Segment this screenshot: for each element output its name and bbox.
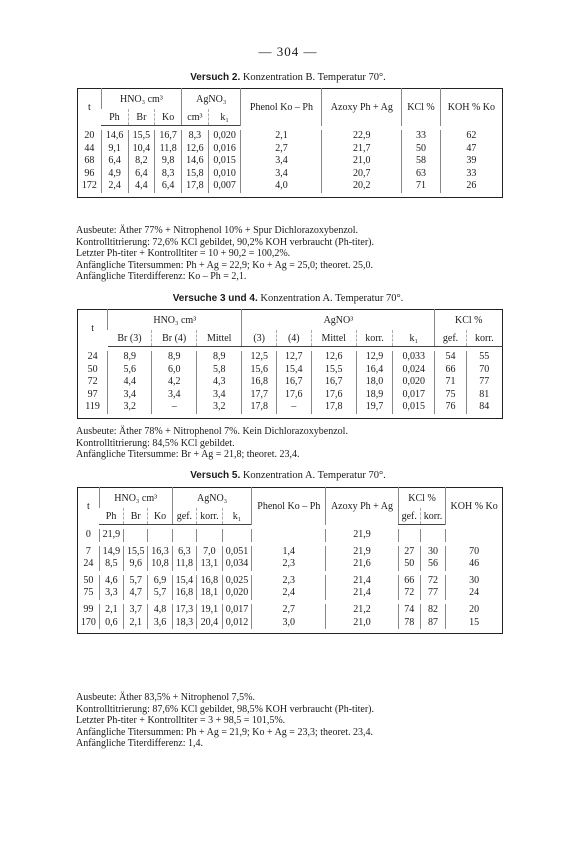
table-cell: 14,6 bbox=[101, 130, 128, 143]
table-cell: 50 bbox=[402, 143, 441, 156]
subheader-br3: Br (3) bbox=[108, 330, 152, 347]
subheader-korr: korr. bbox=[197, 508, 223, 525]
section-title: Versuche 3 und 4. bbox=[172, 293, 258, 304]
table-cell: 12,9 bbox=[356, 351, 392, 364]
section-subtitle: Konzentration B. Temperatur 70°. bbox=[242, 72, 386, 83]
data-table-versuche-3-4 bbox=[77, 309, 503, 419]
table-cell: 4,9 bbox=[101, 168, 128, 181]
table-cell: 16,7 bbox=[311, 376, 356, 389]
table-cell: 20 bbox=[84, 130, 95, 141]
table-cell: 8,3 bbox=[182, 130, 209, 143]
table-cell: 22,9 bbox=[322, 130, 402, 143]
table-cell: 15,5 bbox=[311, 364, 356, 377]
table-cell: 2,4 bbox=[101, 180, 128, 193]
table-cell: 6,9 bbox=[148, 575, 172, 588]
note-line: Anfängliche Titersumme: Br + Ag = 21,8; theoret. 23,4. bbox=[76, 449, 300, 461]
table-cell: 5,7 bbox=[124, 575, 148, 588]
table-cell bbox=[398, 529, 420, 542]
table-cell: 0,024 bbox=[393, 364, 435, 377]
table-cell: 63 bbox=[402, 168, 441, 181]
table-cell: 6,4 bbox=[101, 155, 128, 168]
table-cell: 24 bbox=[87, 351, 98, 362]
table-cell: 172 bbox=[81, 180, 97, 192]
table-cell: 4,4 bbox=[108, 376, 152, 389]
table-cell: 7,0 bbox=[197, 546, 223, 559]
table-cell: 3,2 bbox=[108, 401, 152, 414]
table-cell: 0,012 bbox=[222, 617, 252, 630]
table-cell: 77 bbox=[420, 587, 446, 600]
table-cell: 16,8 bbox=[197, 575, 223, 588]
table-row bbox=[78, 558, 503, 571]
table-cell: 3,4 bbox=[108, 389, 152, 402]
table-cell: 0,017 bbox=[393, 389, 435, 402]
section-heading-versuch-2 bbox=[0, 72, 576, 83]
table-cell: 21,9 bbox=[326, 546, 399, 559]
note-line: Ausbeute: Äther 78% + Nitrophenol 7%. Kein Dichlorazoxybenzol. bbox=[76, 426, 348, 437]
table-cell: 17,6 bbox=[276, 389, 311, 402]
section-subtitle: Konzentration A. Temperatur 70°. bbox=[260, 293, 404, 304]
spacer bbox=[78, 629, 503, 634]
header-kcl: KCl % bbox=[402, 89, 441, 126]
section-heading-versuche-3-4 bbox=[0, 293, 576, 304]
table-cell: 12,6 bbox=[182, 143, 209, 156]
header-phenol: Phenol Ko – Ph bbox=[252, 488, 326, 525]
spacer bbox=[78, 414, 503, 419]
table-cell: 5,8 bbox=[197, 364, 242, 377]
subheader-mittel: Mittel bbox=[311, 330, 356, 347]
table-cell: 2,1 bbox=[99, 604, 123, 617]
header-kcl: KCl % bbox=[398, 488, 446, 509]
table-cell: 0,033 bbox=[393, 351, 435, 364]
table-row bbox=[78, 587, 503, 600]
subheader-gef: gef. bbox=[435, 330, 466, 347]
note-line: Ausbeute: Äther 77% + Nitrophenol 10% + Spur Dichlorazoxybenzol. bbox=[76, 225, 359, 236]
table-cell: 16,7 bbox=[155, 130, 182, 143]
table-cell: 66 bbox=[398, 575, 420, 588]
table-cell: 4,4 bbox=[128, 180, 155, 193]
table-cell: 8,3 bbox=[155, 168, 182, 181]
subheader-3: (3) bbox=[242, 330, 277, 347]
table-cell: 3,7 bbox=[124, 604, 148, 617]
subheader-ko: Ko bbox=[148, 508, 172, 525]
table-cell bbox=[124, 529, 148, 542]
table-cell: 2,1 bbox=[241, 130, 322, 143]
table-cell: 54 bbox=[435, 351, 466, 364]
note-line: Letzter Ph-titer + Kontrolltiter = 3 + 98,5 = 101,5%. bbox=[76, 715, 286, 727]
table-cell: 3,3 bbox=[99, 587, 123, 600]
table-cell bbox=[197, 529, 223, 542]
table-cell: 5,6 bbox=[108, 364, 152, 377]
header-agno3: AgNO₃ bbox=[182, 89, 241, 110]
subheader-ph: Ph bbox=[101, 109, 128, 126]
spacer bbox=[78, 193, 503, 198]
table-cell bbox=[420, 529, 446, 542]
table-cell: 0,051 bbox=[222, 546, 252, 559]
subheader-gef: gef. bbox=[398, 508, 420, 525]
table-cell: 21,0 bbox=[322, 155, 402, 168]
header-phenol: Phenol Ko – Ph bbox=[241, 89, 322, 126]
table-cell: 16,7 bbox=[276, 376, 311, 389]
row-spacer bbox=[78, 629, 503, 634]
table-cell: 11,8 bbox=[172, 558, 196, 571]
table-cell: 6,4 bbox=[155, 180, 182, 193]
table-cell: 2,7 bbox=[241, 143, 322, 156]
table-cell: 70 bbox=[466, 364, 502, 377]
note-line: Letzter Ph-titer + Kontrolltiter = 10 + 90,2 = 100,2%. bbox=[76, 248, 291, 260]
table-cell: 4,7 bbox=[124, 587, 148, 600]
table-cell: 15,6 bbox=[242, 364, 277, 377]
table-cell: 21,0 bbox=[326, 617, 399, 630]
table-cell: 15,8 bbox=[182, 168, 209, 181]
table-cell: 24 bbox=[83, 558, 94, 570]
table-cell bbox=[252, 529, 326, 542]
table-cell: 76 bbox=[435, 401, 466, 414]
table-cell: 5,7 bbox=[148, 587, 172, 600]
subheader-mittel: Mittel bbox=[197, 330, 242, 347]
header-koh: KOH % Ko bbox=[440, 89, 502, 126]
table-cell: 18,9 bbox=[356, 389, 392, 402]
table-cell: 0,016 bbox=[208, 143, 241, 156]
table-cell: 75 bbox=[435, 389, 466, 402]
table-cell: 77 bbox=[466, 376, 502, 389]
table-cell: 4,3 bbox=[197, 376, 242, 389]
table-cell: 20 bbox=[446, 604, 503, 617]
table-cell: 2,7 bbox=[252, 604, 326, 617]
table-cell: 17,3 bbox=[172, 604, 196, 617]
table-cell: 72 bbox=[420, 575, 446, 588]
table-cell: 18,3 bbox=[172, 617, 196, 630]
subheader-ph: Ph bbox=[99, 508, 123, 525]
header-hno3: HNO₃ cm³ bbox=[101, 89, 181, 110]
table-cell: 9,8 bbox=[155, 155, 182, 168]
table-cell: 10,4 bbox=[128, 143, 155, 156]
table-cell: 8,5 bbox=[99, 558, 123, 571]
table-cell: 33 bbox=[440, 168, 502, 181]
table-cell: 55 bbox=[466, 351, 502, 364]
table-cell: 8,9 bbox=[108, 351, 152, 364]
table-cell: 27 bbox=[398, 546, 420, 559]
table-cell: 21,4 bbox=[326, 587, 399, 600]
table-cell: 7 bbox=[85, 545, 91, 557]
subheader-korr: korr. bbox=[466, 330, 502, 347]
table-cell: 21,4 bbox=[326, 575, 399, 588]
table-row bbox=[78, 401, 503, 414]
table-cell: 82 bbox=[420, 604, 446, 617]
table-cell bbox=[148, 529, 172, 542]
table-cell: 4,8 bbox=[148, 604, 172, 617]
note-line: Anfängliche Titersummen: Ph + Ag = 21,9; Ko + Ag = 23,3; theoret. 23,4. bbox=[76, 726, 373, 738]
table-cell: 15,4 bbox=[276, 364, 311, 377]
table-cell: 18,1 bbox=[197, 587, 223, 600]
table-cell: 0,020 bbox=[208, 130, 241, 143]
table-cell: 50 bbox=[83, 574, 94, 586]
table-row bbox=[78, 143, 503, 156]
subheader-k1: k₁ bbox=[208, 109, 241, 126]
subheader-br: Br bbox=[124, 508, 148, 525]
table-cell: – bbox=[276, 401, 311, 414]
subheader-ko: Ko bbox=[155, 109, 182, 126]
table-cell bbox=[222, 529, 252, 542]
notes-versuch-5 bbox=[76, 692, 374, 750]
table-row bbox=[78, 180, 503, 193]
header-azoxy: Azoxy Ph + Ag bbox=[326, 488, 399, 525]
subheader-k1: k₁ bbox=[222, 508, 252, 525]
table-cell: 0,020 bbox=[393, 376, 435, 389]
table-row bbox=[78, 575, 503, 588]
table-cell: 15,5 bbox=[124, 546, 148, 559]
note-line: Kontrolltitrierung: 72,6% KCl gebildet, 90,2% KOH verbraucht (Ph-titer). bbox=[76, 236, 374, 248]
table-cell: 15,5 bbox=[128, 130, 155, 143]
table-cell: 3,4 bbox=[152, 389, 197, 402]
table-cell: 9,1 bbox=[101, 143, 128, 156]
header-azoxy: Azoxy Ph + Ag bbox=[322, 89, 402, 126]
table-cell: 68 bbox=[84, 155, 95, 167]
subheader-k1: k₁ bbox=[393, 330, 435, 347]
table-row bbox=[78, 376, 503, 389]
note-line: Kontrolltitrierung: 84,5% KCl gebildet. bbox=[76, 437, 235, 449]
table-row bbox=[78, 617, 503, 630]
table-cell: 33 bbox=[402, 130, 441, 143]
data-table-versuch-2 bbox=[77, 88, 503, 198]
header-kcl: KCl % bbox=[435, 310, 503, 331]
header-t: t bbox=[86, 500, 90, 512]
table-cell: 20,4 bbox=[197, 617, 223, 630]
note-line: Anfängliche Titerdifferenz: 1,4. bbox=[76, 738, 204, 750]
table-cell: 17,8 bbox=[242, 401, 277, 414]
table-row bbox=[78, 168, 503, 181]
table-cell: 50 bbox=[87, 363, 98, 375]
subheader-korr: korr. bbox=[420, 508, 446, 525]
table-cell: 3,4 bbox=[241, 168, 322, 181]
table-cell: 70 bbox=[446, 546, 503, 559]
table-row bbox=[78, 155, 503, 168]
table-cell: 8,9 bbox=[152, 351, 197, 364]
table-cell: 21,7 bbox=[322, 143, 402, 156]
subheader-korr: korr. bbox=[356, 330, 392, 347]
table-cell: 6,3 bbox=[172, 546, 196, 559]
table-cell: 1,4 bbox=[252, 546, 326, 559]
row-spacer bbox=[78, 414, 503, 419]
table-cell: 20,2 bbox=[322, 180, 402, 193]
table-cell: 12,6 bbox=[311, 351, 356, 364]
table-cell: 16,8 bbox=[172, 587, 196, 600]
notes-versuche-3-4 bbox=[76, 426, 348, 461]
table-cell: 66 bbox=[435, 364, 466, 377]
table-cell: 10,8 bbox=[148, 558, 172, 571]
table-cell: 12,7 bbox=[276, 351, 311, 364]
page-number: — 304 — bbox=[258, 44, 318, 59]
table-cell: 0,015 bbox=[393, 401, 435, 414]
table-cell: 8,2 bbox=[128, 155, 155, 168]
table-cell: 26 bbox=[440, 180, 502, 193]
table-cell: 0 bbox=[85, 529, 91, 540]
section-title: Versuch 5. bbox=[190, 470, 241, 481]
table-cell: 0,034 bbox=[222, 558, 252, 571]
table-cell: 62 bbox=[440, 130, 502, 143]
table-cell: 16,8 bbox=[242, 376, 277, 389]
header-agno3: AgNO₃ bbox=[172, 488, 252, 509]
table-cell: 17,6 bbox=[311, 389, 356, 402]
table-cell: 30 bbox=[420, 546, 446, 559]
table-cell: 4,6 bbox=[99, 575, 123, 588]
header-t: t bbox=[91, 322, 94, 334]
table-cell: 0,017 bbox=[222, 604, 252, 617]
table-cell: 74 bbox=[398, 604, 420, 617]
table-cell: 14,9 bbox=[99, 546, 123, 559]
table-cell: 0,015 bbox=[208, 155, 241, 168]
header-t: t bbox=[88, 101, 91, 113]
table-cell: 72 bbox=[398, 587, 420, 600]
table-cell: 0,6 bbox=[99, 617, 123, 630]
header-hno3: HNO₃ cm³ bbox=[108, 310, 242, 331]
subheader-br: Br bbox=[128, 109, 155, 126]
table-cell: 21,9 bbox=[99, 529, 123, 542]
notes-versuch-2 bbox=[76, 225, 374, 283]
table-cell: 19,7 bbox=[356, 401, 392, 414]
subheader-br4: Br (4) bbox=[152, 330, 197, 347]
table-row bbox=[78, 364, 503, 377]
table-cell: 21,6 bbox=[326, 558, 399, 571]
table-cell: 8,9 bbox=[197, 351, 242, 364]
section-heading-versuch-5 bbox=[0, 470, 576, 481]
table-cell: 12,5 bbox=[242, 351, 277, 364]
note-line: Anfängliche Titerdifferenz: Ko – Ph = 2,1. bbox=[76, 271, 247, 283]
table-cell: 6,0 bbox=[152, 364, 197, 377]
table-cell: 3,6 bbox=[148, 617, 172, 630]
table-cell: 30 bbox=[446, 575, 503, 588]
section-title: Versuch 2. bbox=[190, 72, 241, 83]
table-row bbox=[78, 389, 503, 402]
table-cell: 9,6 bbox=[124, 558, 148, 571]
table-cell: 3,0 bbox=[252, 617, 326, 630]
table-cell: – bbox=[152, 401, 197, 414]
table-cell: 13,1 bbox=[197, 558, 223, 571]
table-cell: 24 bbox=[446, 587, 503, 600]
data-table-versuch-5 bbox=[77, 487, 503, 634]
subheader-4: (4) bbox=[276, 330, 311, 347]
table-cell: 17,7 bbox=[242, 389, 277, 402]
table-cell: 20,7 bbox=[322, 168, 402, 181]
table-cell: 21,2 bbox=[326, 604, 399, 617]
table-cell: 17,8 bbox=[182, 180, 209, 193]
header-agno3: AgNO³ bbox=[242, 310, 435, 331]
table-cell: 56 bbox=[420, 558, 446, 571]
table-cell: 84 bbox=[466, 401, 502, 414]
table-cell: 16,3 bbox=[148, 546, 172, 559]
table-cell: 78 bbox=[398, 617, 420, 630]
table-cell: 0,020 bbox=[222, 587, 252, 600]
table-cell: 50 bbox=[398, 558, 420, 571]
table-cell: 18,0 bbox=[356, 376, 392, 389]
note-line: Ausbeute: Äther 83,5% + Nitrophenol 7,5%. bbox=[76, 692, 255, 703]
table-cell bbox=[446, 529, 503, 542]
table-cell: 16,4 bbox=[356, 364, 392, 377]
table-row bbox=[78, 604, 503, 617]
table-cell: 19,1 bbox=[197, 604, 223, 617]
table-cell: 15,4 bbox=[172, 575, 196, 588]
table-cell: 11,8 bbox=[155, 143, 182, 156]
table-cell: 2,3 bbox=[252, 575, 326, 588]
table-row bbox=[78, 529, 503, 542]
table-cell: 44 bbox=[84, 142, 95, 154]
table-cell bbox=[172, 529, 196, 542]
subheader-cm3: cm³ bbox=[182, 109, 209, 126]
table-cell: 47 bbox=[440, 143, 502, 156]
section-subtitle: Konzentration A. Temperatur 70°. bbox=[242, 470, 386, 481]
table-cell: 4,0 bbox=[241, 180, 322, 193]
table-cell: 97 bbox=[87, 388, 98, 400]
table-cell: 75 bbox=[83, 587, 94, 599]
table-cell: 71 bbox=[435, 376, 466, 389]
header-hno3: HNO₃ cm³ bbox=[99, 488, 172, 509]
table-cell: 21,9 bbox=[326, 529, 399, 542]
note-line: Kontrolltitrierung: 87,6% KCl gebildet, 98,5% KOH verbraucht (Ph-titer). bbox=[76, 703, 374, 715]
table-cell: 2,4 bbox=[252, 587, 326, 600]
table-cell: 0,010 bbox=[208, 168, 241, 181]
table-row bbox=[78, 351, 503, 364]
table-row bbox=[78, 130, 503, 143]
table-cell: 3,4 bbox=[197, 389, 242, 402]
table-cell: 39 bbox=[440, 155, 502, 168]
table-cell: 58 bbox=[402, 155, 441, 168]
table-cell: 15 bbox=[446, 617, 503, 630]
table-cell: 72 bbox=[87, 376, 98, 388]
table-cell: 99 bbox=[83, 603, 94, 615]
table-cell: 87 bbox=[420, 617, 446, 630]
table-cell: 81 bbox=[466, 389, 502, 402]
subheader-gef: gef. bbox=[172, 508, 196, 525]
table-cell: 4,2 bbox=[152, 376, 197, 389]
table-cell: 170 bbox=[80, 616, 96, 628]
table-cell: 0,025 bbox=[222, 575, 252, 588]
table-cell: 17,8 bbox=[311, 401, 356, 414]
table-row bbox=[78, 546, 503, 559]
table-cell: 71 bbox=[402, 180, 441, 193]
table-cell: 14,6 bbox=[182, 155, 209, 168]
table-cell: 2,1 bbox=[124, 617, 148, 630]
table-cell: 6,4 bbox=[128, 168, 155, 181]
table-cell: 3,4 bbox=[241, 155, 322, 168]
header-koh: KOH % Ko bbox=[446, 488, 503, 525]
table-cell: 119 bbox=[85, 401, 100, 413]
table-cell: 46 bbox=[446, 558, 503, 571]
note-line: Anfängliche Titersummen: Ph + Ag = 22,9; Ko + Ag = 25,0; theoret. 25,0. bbox=[76, 259, 373, 271]
table-cell: 3,2 bbox=[197, 401, 242, 414]
table-cell: 2,3 bbox=[252, 558, 326, 571]
table-cell: 0,007 bbox=[208, 180, 241, 193]
row-spacer bbox=[78, 193, 503, 198]
table-cell: 96 bbox=[84, 167, 95, 179]
